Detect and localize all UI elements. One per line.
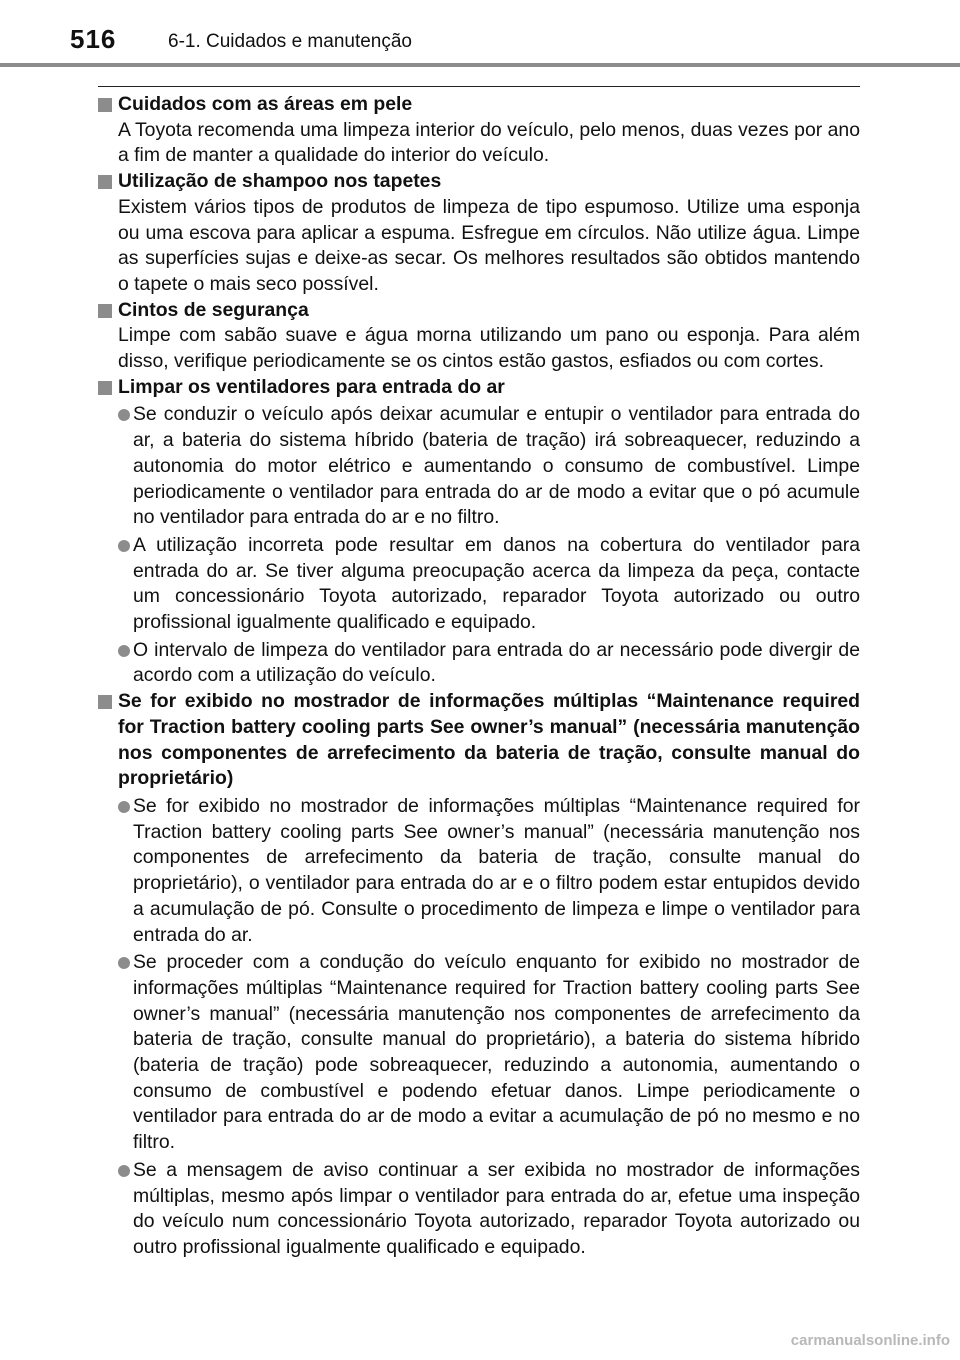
heading-text: Limpar os ventiladores para entrada do ar [118,375,505,398]
bullet-item [98,794,860,948]
content-divider [98,86,860,87]
section-heading [98,375,860,401]
square-bullet-icon [98,304,112,318]
round-bullet-icon [118,1165,130,1177]
watermark: carmanualsonline.info [790,1332,950,1349]
bullet-text: Se for exibido no mostrador de informações múltiplas “Maintenance required for Traction battery cooling parts See owner’s manual” (necessária manutenção nos componentes de arrefecimento da bateria de tração, consulte manual do proprietário), o ventilador para entrada do ar e o filtro podem estar entupidos devido a acumulação de pó. Consulte o procedimento de limpeza e limpe o ventilador para entrada do ar. [133,794,860,946]
section-heading [98,92,860,118]
section-air-intake-vents [98,375,860,689]
section-heading [98,689,860,792]
round-bullet-icon [118,409,130,421]
bullet-item [98,402,860,531]
square-bullet-icon [98,381,112,395]
round-bullet-icon [118,801,130,813]
section-carpet-shampoo [98,169,860,298]
section-heading [98,298,860,324]
heading-text: Cuidados com as áreas em pele [118,93,413,115]
section-paragraph: Limpe com sabão suave e água morna utilizando um pano ou esponja. Para além disso, verifique periodicamente se os cintos estão gastos, esfiados ou com cortes. [118,324,860,373]
section-leather-care [98,92,860,169]
section-maintenance-message [98,689,860,1260]
round-bullet-icon [118,957,130,969]
round-bullet-icon [118,540,130,552]
section-paragraph: A Toyota recomenda uma limpeza interior do veículo, pelo menos, duas vezes por ano a fim de manter a qualidade do interior do veículo. [118,118,860,167]
page-header [0,0,960,68]
bullet-text: Se proceder com a condução do veículo enquanto for exibido no mostrador de informações múltiplas “Maintenance required for Traction battery cooling parts See owner’s manual” (necessária manutenção nos componentes de arrefecimento da bateria de tração, consulte manual do proprietário), a bateria do sistema híbrido (bateria de tração) pode sobreaquecer, reduzindo a autonomia, aumentando o consumo de combustível e podendo efetuar danos. Limpe periodicamente o ventilador para entrada do ar de modo a evitar a acumulação de pó no mesmo e no filtro. [133,951,860,1154]
section-heading [98,169,860,195]
bullet-item [98,950,860,1156]
bullet-text: Se a mensagem de aviso continuar a ser exibida no mostrador de informações múltiplas, mesmo após limpar o ventilador para entrada do ar, efetue uma inspeção do veículo num concessionário Toyota autorizado, reparador Toyota autorizado ou outro profissional igualmente qualificado e equipado. [133,1158,860,1258]
heading-text: Cintos de segurança [118,298,309,321]
section-seat-belts [98,298,860,375]
square-bullet-icon [98,98,112,112]
bullet-item [98,1158,860,1261]
bullet-text: Se conduzir o veículo após deixar acumular e entupir o ventilador para entrada do ar, a bateria do sistema híbrido (bateria de tração) irá sobreaquecer, reduzindo a autonomia do motor elétrico e aumentando o consumo de combustível. Limpe periodicamente o ventilador para entrada do ar de modo a evitar que o pó acumule no ventilador para entrada do ar e no filtro. [133,403,860,529]
round-bullet-icon [118,645,130,657]
heading-text: Se for exibido no mostrador de informações múltiplas “Maintenance required for Traction battery cooling parts See owner’s manual” (necessária manutenção nos componentes de arrefecimento da bateria de tração, consulte manual do proprietário) [118,690,860,790]
square-bullet-icon [98,175,112,189]
bullet-item [98,533,860,636]
page-number: 516 [70,24,117,54]
section-title: 6-1. Cuidados e manutenção [168,31,412,52]
heading-text: Utilização de shampoo nos tapetes [118,170,442,193]
bullet-text: O intervalo de limpeza do ventilador para entrada do ar necessário pode divergir de acordo com a utilização do veículo. [133,638,860,687]
header-rule [0,63,960,67]
page-content [98,92,860,1261]
square-bullet-icon [98,695,112,709]
bullet-item [98,638,860,689]
bullet-text: A utilização incorreta pode resultar em danos na cobertura do ventilador para entrada do ar. Se tiver alguma preocupação acerca da limpeza da peça, contacte um concessionário Toyota autorizado, reparador Toyota autorizado ou outro profissional igualmente qualificado e equipado. [133,533,860,634]
section-paragraph: Existem vários tipos de produtos de limpeza de tipo espumoso. Utilize uma esponja ou uma escova para aplicar a espuma. Esfregue em círculos. Não utilize água. Limpe as superfícies sujas e deixe-as secar. Os melhores resultados são obtidos mantendo o tapete o mais seco possível. [118,195,860,295]
